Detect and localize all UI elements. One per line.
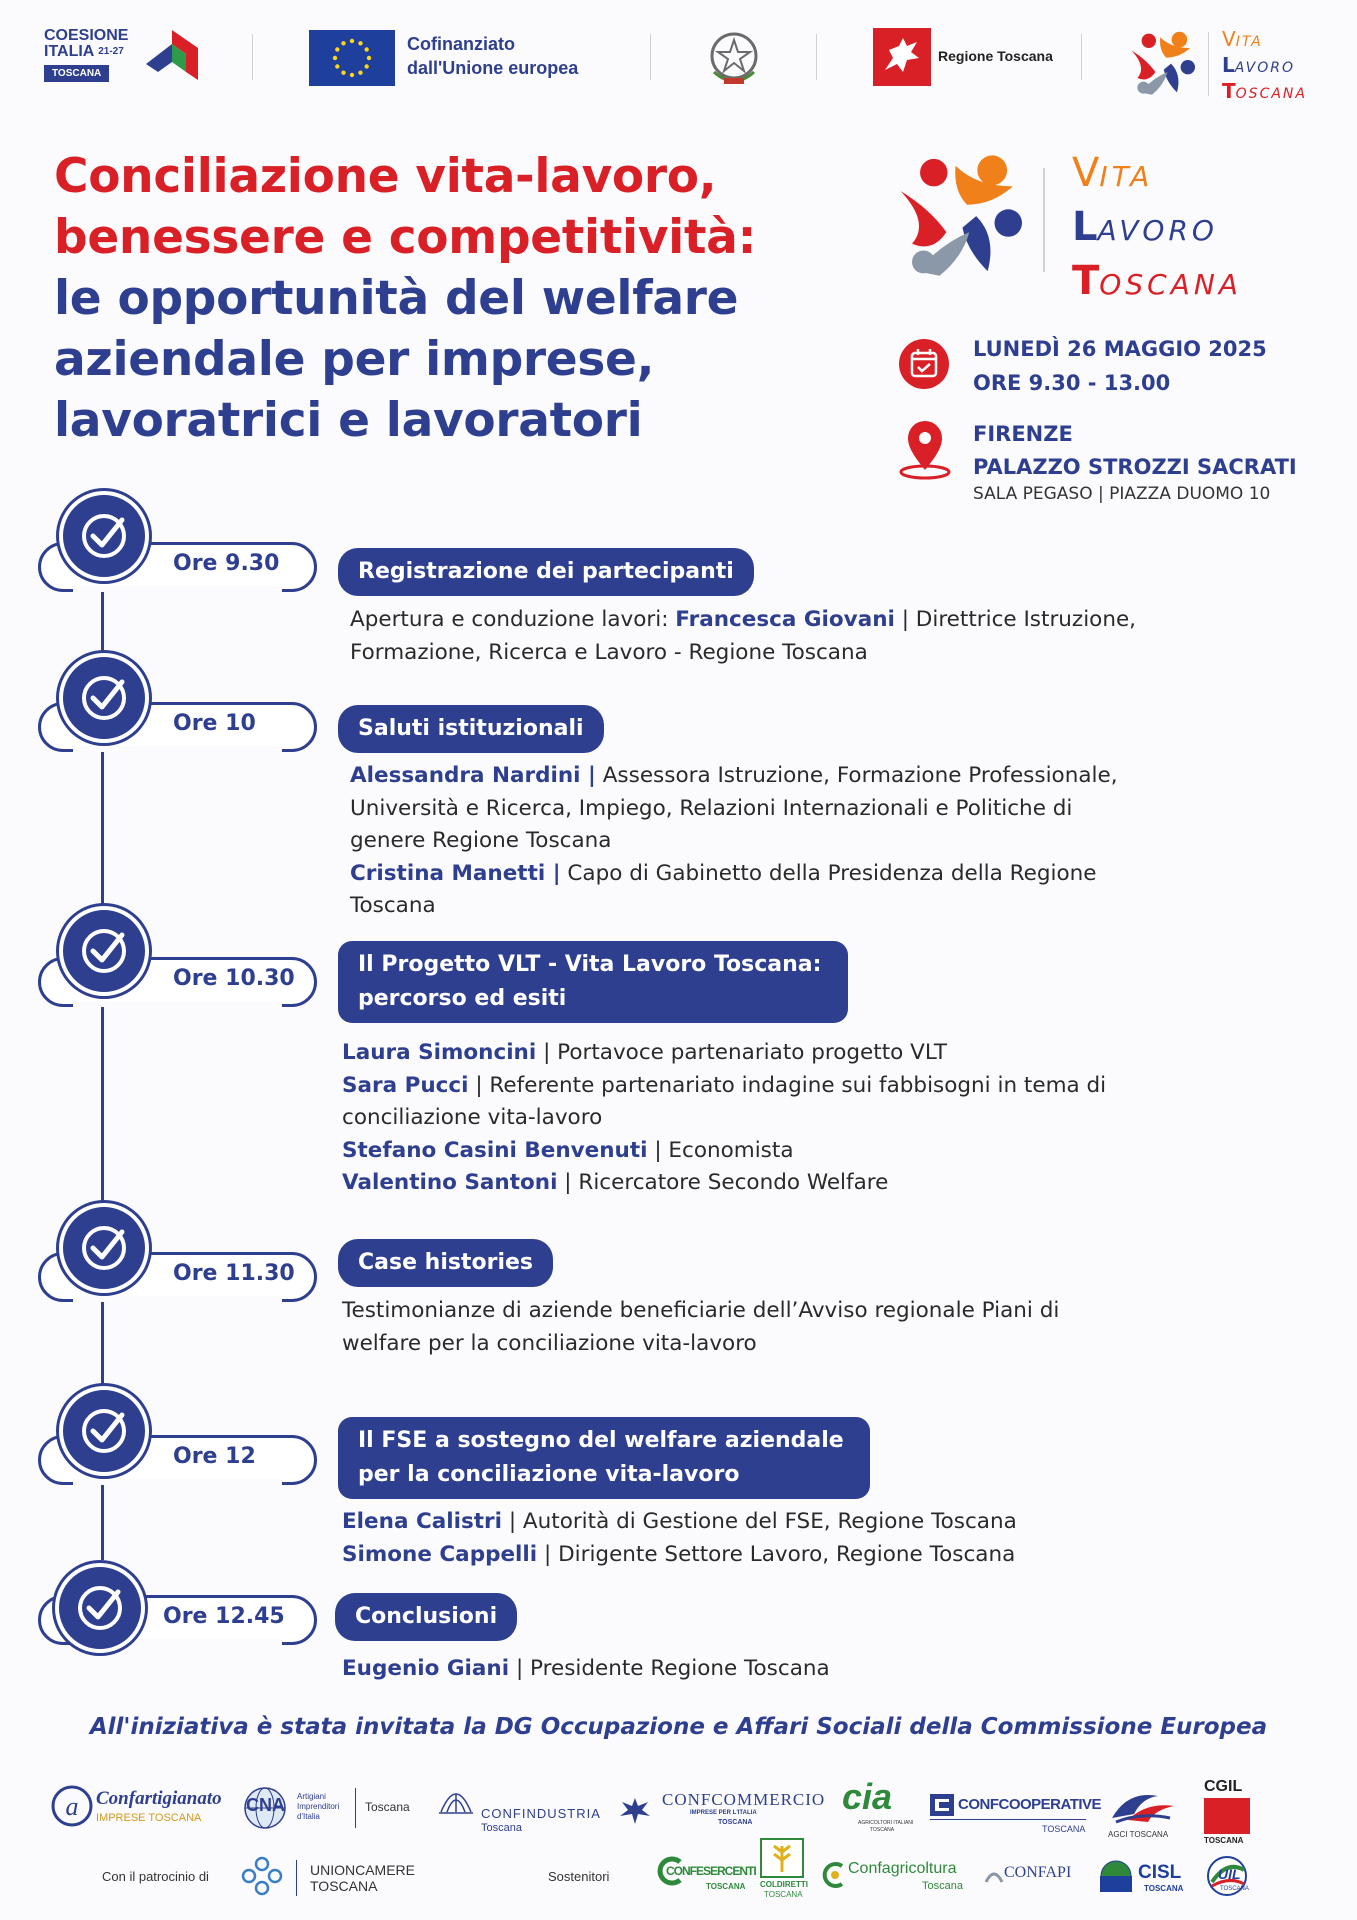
confindustria-logo [435,1782,601,1834]
event-date: LUNEDÌ 26 MAGGIO 2025 [973,337,1267,361]
vlt-small-text [1222,28,1307,106]
speaker-name: Sara Pucci [342,1072,469,1098]
cgil-red-block [1204,1798,1250,1834]
time-label: Ore 10 [173,711,256,736]
confapi-arc-icon [984,1866,1004,1886]
title-line: benessere e competitività: [54,210,757,265]
coesione-line2: ITALIA [44,43,94,60]
cna-sub: Artigiani Imprenditori d'Italia [297,1792,340,1821]
event-city: FIRENZE [973,422,1073,446]
section-title-line: Il FSE a sostegno del welfare aziendale [358,1428,844,1453]
confapi-name: CONFAPI [1004,1864,1072,1881]
body-text: | Presidente Regione Toscana [509,1656,830,1681]
confartigianato-a-icon [50,1784,94,1828]
vlt-small-t: T [1222,79,1236,103]
confesercenti-logo [656,1856,756,1900]
cna-divider [355,1788,356,1828]
unioncamere-dots-icon [240,1856,284,1898]
regione-toscana-logo [873,28,1053,90]
time-label: Ore 12 [173,1444,256,1469]
cisl-name: CISL [1138,1862,1182,1883]
location-pin-icon [898,418,952,480]
speaker-name: Elena Calistri [342,1509,503,1534]
agci-logo [1104,1788,1182,1842]
section-title-line: percorso ed esiti [358,986,567,1011]
unioncamere-divider [296,1860,297,1896]
body-text: welfare per la conciliazione vita-lavoro [342,1330,757,1356]
coldiretti-name: COLDIRETTI [760,1880,808,1889]
vlt-big-text [1072,150,1242,312]
svg-text:a: a [65,1792,79,1821]
confartigianato-name: Confartigianato [96,1788,222,1809]
confesercenti-name: CONFESERCENTI [666,1864,756,1878]
section-title [338,1417,870,1499]
vlt-big-t-rest: OSCANA [1099,268,1242,301]
speaker-name: Valentino Santoni [342,1170,558,1195]
confagricoltura-name: Confagricoltura [848,1860,957,1877]
coldiretti-wheat-icon [760,1838,804,1878]
time-label: Ore 12.45 [163,1604,285,1629]
timeline-line [101,998,104,1218]
confartigianato-sub: IMPRESE TOSCANA [96,1812,202,1824]
confapi-logo [984,1864,1084,1894]
title-line: lavoratrici e lavoratori [54,393,643,448]
check-icon [59,491,149,581]
vlt-big-l: L [1072,204,1098,250]
vlt-figures-small-icon [1128,30,1196,96]
confcooperative-name: CONFCOOPERATIVE [958,1796,1102,1813]
coesione-tag: TOSCANA [44,65,109,82]
unioncamere-name: UNIONCAMERE [310,1862,416,1878]
confcommercio-eagle-icon [618,1794,652,1828]
cia-region: TOSCANA [870,1827,895,1833]
speaker-name: Alessandra Nardini | [350,763,596,788]
cia-sub: AGRICOLTORI ITALIANI [858,1820,914,1826]
vlt-small-l-rest: AVORO [1234,60,1295,76]
confcommercio-name: CONFCOMMERCIO [662,1790,826,1809]
uil-name: UIL [1218,1866,1241,1882]
section-title: Conclusioni [335,1593,517,1641]
body-text: conciliazione vita-lavoro [342,1105,603,1130]
confcooperative-logo [930,1794,1102,1834]
eu-line1: Cofinanziato [407,34,515,54]
coldiretti-sub: TOSCANA [764,1890,803,1899]
title-line: aziendale per imprese, [54,332,655,387]
body-text: Toscana [350,893,436,918]
page-title [54,146,874,451]
timeline-line [101,740,104,920]
cna-name: CNA [246,1795,285,1815]
eu-logo [309,30,579,90]
section-title-line: Il Progetto VLT - Vita Lavoro Toscana: [358,952,822,977]
vlt-big-v-rest: ITA [1099,160,1154,193]
confindustria-pillars-icon [437,1782,475,1816]
coesione-line1: COESIONE [44,27,129,44]
confesercenti-sub: TOSCANA [706,1882,746,1891]
body-text: | Portavoce partenariato progetto VLT [536,1040,947,1065]
sostenitori-label: Sostenitori [548,1869,610,1884]
speaker-name: Simone Cappelli [342,1541,538,1567]
section-body [350,760,1118,923]
vlt-big-vbar [1043,168,1045,272]
patrocinio-label: Con il patrocinio di [102,1869,209,1884]
body-text: | Dirigente Settore Lavoro, Regione Toscana [537,1541,1016,1567]
speaker-name: Cristina Manetti | [350,860,561,886]
check-icon [55,1563,145,1653]
vlt-big-v: V [1072,150,1100,196]
body-text: Capo di Gabinetto della Presidenza della Regione [560,860,1097,886]
cisl-sub: TOSCANA [1144,1884,1184,1893]
body-text: | Ricercatore Secondo Welfare [557,1170,889,1195]
vlt-small-v-rest: ITA [1235,34,1263,50]
section-body [342,1506,1017,1571]
confcommercio-region: TOSCANA [718,1819,753,1826]
vlt-big-t: T [1072,258,1100,304]
section-body [342,1037,1106,1200]
regione-toscana-label: Regione Toscana [938,48,1053,64]
check-icon [59,1386,149,1476]
eu-flag-icon [309,30,395,86]
cisl-circle-icon [1100,1860,1132,1892]
agci-wave-icon [1108,1788,1178,1826]
confagricoltura-logo [822,1860,972,1900]
timeline-line [101,1294,104,1394]
confcommercio-logo [618,1790,826,1834]
section-title-line: per la conciliazione vita-lavoro [358,1462,740,1487]
event-venue: PALAZZO STROZZI SACRATI [973,455,1297,479]
body-text: | Autorità di Gestione del FSE, Regione Toscana [502,1509,1017,1534]
unioncamere-sub: TOSCANA [310,1878,378,1894]
confindustria-sub: Toscana [481,1822,522,1834]
check-icon [59,1203,149,1293]
cna-region: Toscana [365,1800,410,1814]
title-line: le opportunità del welfare [54,271,739,326]
header-separator [816,34,817,80]
title-line: Conciliazione vita-lavoro, [54,149,717,204]
cia-logo [838,1776,918,1838]
speaker-name: Eugenio Giani [342,1656,510,1681]
event-time: ORE 9.30 - 13.00 [973,371,1171,395]
vlt-small-vbar [1208,32,1209,96]
body-text: genere Regione Toscana [350,828,612,853]
check-icon [59,653,149,743]
speaker-name: Francesca Giovani [675,607,895,632]
confcooperative-sub: TOSCANA [1042,1824,1086,1834]
time-label: Ore 10.30 [173,966,295,991]
coesione-line2-wrap [44,44,124,60]
header-separator [1081,34,1082,80]
header-separator [650,34,651,80]
vlt-figures-icon [893,152,1025,278]
vlt-small-l: L [1222,53,1235,77]
italian-republic-emblem-icon [706,28,762,88]
body-text: | Direttrice Istruzione, [894,607,1137,632]
coesione-arrow-icon [142,28,200,84]
body-text: Assessora Istruzione, Formazione Professionale, [595,763,1118,788]
body-text: Formazione, Ricerca e Lavoro - Regione Toscana [350,639,868,665]
vlt-small-t-rest: OSCANA [1235,86,1307,102]
confcommercio-sub: IMPRESE PER L'ITALIA [690,1810,757,1816]
uil-logo [1204,1856,1254,1900]
section-body [342,1653,830,1686]
cgil-name: CGIL [1204,1778,1243,1795]
body-text: Università e Ricerca, Impiego, Relazioni Internazionali e Politiche di [350,795,1073,821]
coesione-italia-logo [44,28,204,88]
cgil-logo [1202,1778,1254,1846]
speaker-name: Stefano Casini Benvenuti [342,1137,648,1163]
time-label: Ore 11.30 [173,1261,295,1286]
uil-sub: TOSCANA [1220,1886,1249,1892]
body-text: | Economista [647,1137,794,1163]
confcooperative-underline [930,1819,1086,1820]
confcooperative-c-icon [930,1794,954,1816]
vlt-small-v: V [1222,27,1236,51]
calendar-icon [898,338,950,390]
confindustria-name: CONFINDUSTRIA [481,1806,601,1821]
pegasus-flag-icon [873,28,931,86]
speaker-name: Laura Simoncini [342,1040,537,1065]
confagricoltura-c-icon [822,1860,846,1890]
timeline-line [101,1478,104,1560]
body-text: | Referente partenariato indagine sui fabbisogni in tema di [468,1072,1107,1098]
body-text: Testimonianze di aziende beneficiarie dell’Avviso regionale Piani di [342,1298,1060,1323]
event-room: SALA PEGASO | PIAZZA DUOMO 10 [973,484,1271,504]
cgil-sub: TOSCANA [1204,1836,1244,1845]
section-title: Saluti istituzionali [338,705,604,753]
cisl-logo [1100,1860,1192,1900]
confagricoltura-sub: Toscana [922,1880,963,1892]
agci-name: AGCI TOSCANA [1108,1830,1169,1839]
coldiretti-logo [756,1838,808,1906]
coesione-years: 21-27 [98,46,124,57]
confartigianato-logo [50,1784,230,1830]
section-body [342,1295,1059,1360]
time-label: Ore 9.30 [173,551,280,576]
section-title: Case histories [338,1239,553,1287]
check-icon [59,906,149,996]
eu-line2: dall'Unione europea [407,58,579,78]
cia-name: cia [842,1776,893,1817]
cna-logo [243,1784,413,1830]
section-title: Registrazione dei partecipanti [338,548,754,596]
header-separator [252,34,253,80]
unioncamere-logo [240,1856,420,1900]
body-text: Apertura e conduzione lavori: [350,607,676,632]
vlt-big-l-rest: AVORO [1097,214,1218,247]
invitation-note: All'iniziativa è stata invitata la DG Occupazione e Affari Sociali della Commissione Europea [89,1714,1268,1740]
section-body [350,604,1136,669]
section-title [338,941,848,1023]
